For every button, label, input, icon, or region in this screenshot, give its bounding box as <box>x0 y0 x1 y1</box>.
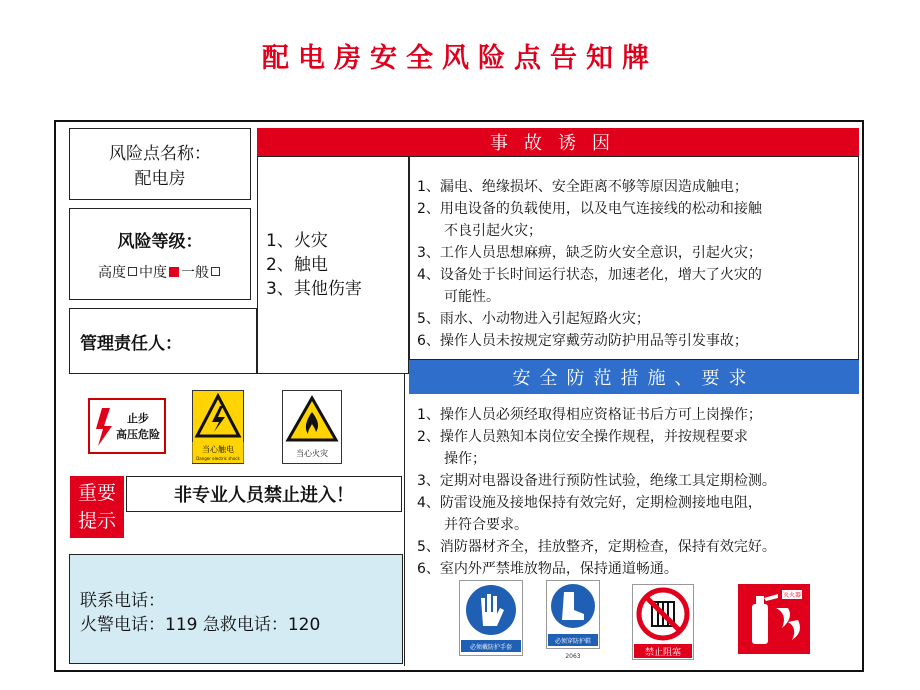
fire-extinguisher-icon <box>738 584 810 654</box>
svg-text:2063: 2063 <box>565 653 581 660</box>
cause-item-continued: 不良引起火灾； <box>444 223 542 239</box>
measure-item: 1、操作人员必须经取得相应资格证书后方可上岗操作； <box>417 407 762 423</box>
cause-item: 5、雨水、小动物进入引起短路火灾； <box>417 311 650 327</box>
electric-shock-text: 当心触电 <box>202 445 234 454</box>
measure-item-continued: 并符合要求。 <box>444 517 528 533</box>
hazards-list <box>258 229 362 301</box>
risk-level-low-checkbox[interactable] <box>211 267 220 276</box>
manager-label: 管理责任人： <box>80 333 182 354</box>
risk-level-medium-checkbox[interactable] <box>169 267 179 277</box>
column-divider <box>404 374 405 666</box>
measure-item: 3、定期对电器设备进行预防性试验，绝缘工具定期检测。 <box>417 473 776 489</box>
important-label-line2: 提示 <box>77 510 116 532</box>
electric-shock-warning-icon <box>192 390 244 464</box>
emergency-phones: 火警电话：119 急救电话：120 <box>80 615 321 635</box>
svg-text:必须戴防护手套: 必须戴防护手套 <box>469 644 513 651</box>
important-label <box>70 476 124 538</box>
no-blocking-icon <box>632 584 694 660</box>
measure-item: 4、防雷设施及接地保持有效完好，定期检测接地电阻， <box>417 495 762 511</box>
cause-item: 6、操作人员未按规定穿戴劳动防护用品等引发事故； <box>417 333 748 349</box>
cause-item: 2、用电设备的负载使用，以及电气连接线的松动和接触 <box>417 201 762 217</box>
gloves-mandatory-icon <box>459 580 523 656</box>
causes-header: 事故诱因 <box>257 128 859 156</box>
risk-point-value: 配电房 <box>134 169 186 189</box>
high-voltage-text-1: 止步 <box>127 412 149 425</box>
measure-item: 5、消防器材齐全，挂放整齐，定期检查，保持有效完好。 <box>417 539 776 555</box>
cause-item: 1、漏电、绝缘损坏、安全距离不够等原因造成触电； <box>417 179 748 195</box>
risk-level-medium-text: 中度 <box>139 264 167 281</box>
fire-warning-icon <box>282 390 342 464</box>
svg-text:Danger electric shock: Danger electric shock <box>196 456 240 461</box>
risk-level-label: 风险等级： <box>117 231 203 252</box>
measure-item: 2、操作人员熟知本岗位安全操作规程，并按规程要求 <box>417 429 748 445</box>
hazard-item: 1、火灾 <box>266 231 328 251</box>
risk-level-high-text: 高度 <box>98 264 126 281</box>
risk-level-box <box>69 208 251 300</box>
contact-box <box>69 554 403 664</box>
hazard-item: 3、其他伤害 <box>266 279 362 299</box>
svg-text:禁止阻塞: 禁止阻塞 <box>644 648 682 658</box>
cause-item-continued: 可能性。 <box>444 289 500 305</box>
hazards-box <box>257 156 409 374</box>
boots-mandatory-icon <box>546 580 600 660</box>
risk-level-high-checkbox[interactable] <box>128 267 137 276</box>
fire-warning-text: 当心火灾 <box>296 449 328 458</box>
risk-point-label: 风险点名称： <box>109 144 211 164</box>
svg-text:必须穿防护鞋: 必须穿防护鞋 <box>554 638 592 645</box>
cause-item: 3、工作人员思想麻痹，缺乏防火安全意识，引起火灾； <box>417 245 762 261</box>
cause-item: 4、设备处于长时间运行状态，加速老化，增大了火灾的 <box>417 267 762 283</box>
important-label-line1: 重要 <box>77 482 116 504</box>
high-voltage-danger-icon <box>88 398 166 454</box>
page-title: 配电房安全风险点告知牌 <box>262 43 658 74</box>
risk-level-options <box>98 262 222 282</box>
causes-list <box>417 176 762 352</box>
extinguisher-text: 灭火器 <box>782 592 802 599</box>
high-voltage-text-2: 高压危险 <box>116 428 160 441</box>
manager-box <box>69 308 257 374</box>
risk-point-box <box>69 128 251 200</box>
hazard-item: 2、触电 <box>266 255 328 275</box>
no-entry-notice: 非专业人员禁止进入！ <box>126 476 402 512</box>
measure-item-continued: 操作； <box>444 451 486 467</box>
measures-list <box>417 404 776 580</box>
measures-header: 安全防范措施、要求 <box>409 360 859 394</box>
risk-level-low-text: 一般 <box>181 264 209 281</box>
contact-label: 联系电话： <box>80 591 165 611</box>
measure-item: 6、室内外严禁堆放物品，保持通道畅通。 <box>417 561 678 577</box>
